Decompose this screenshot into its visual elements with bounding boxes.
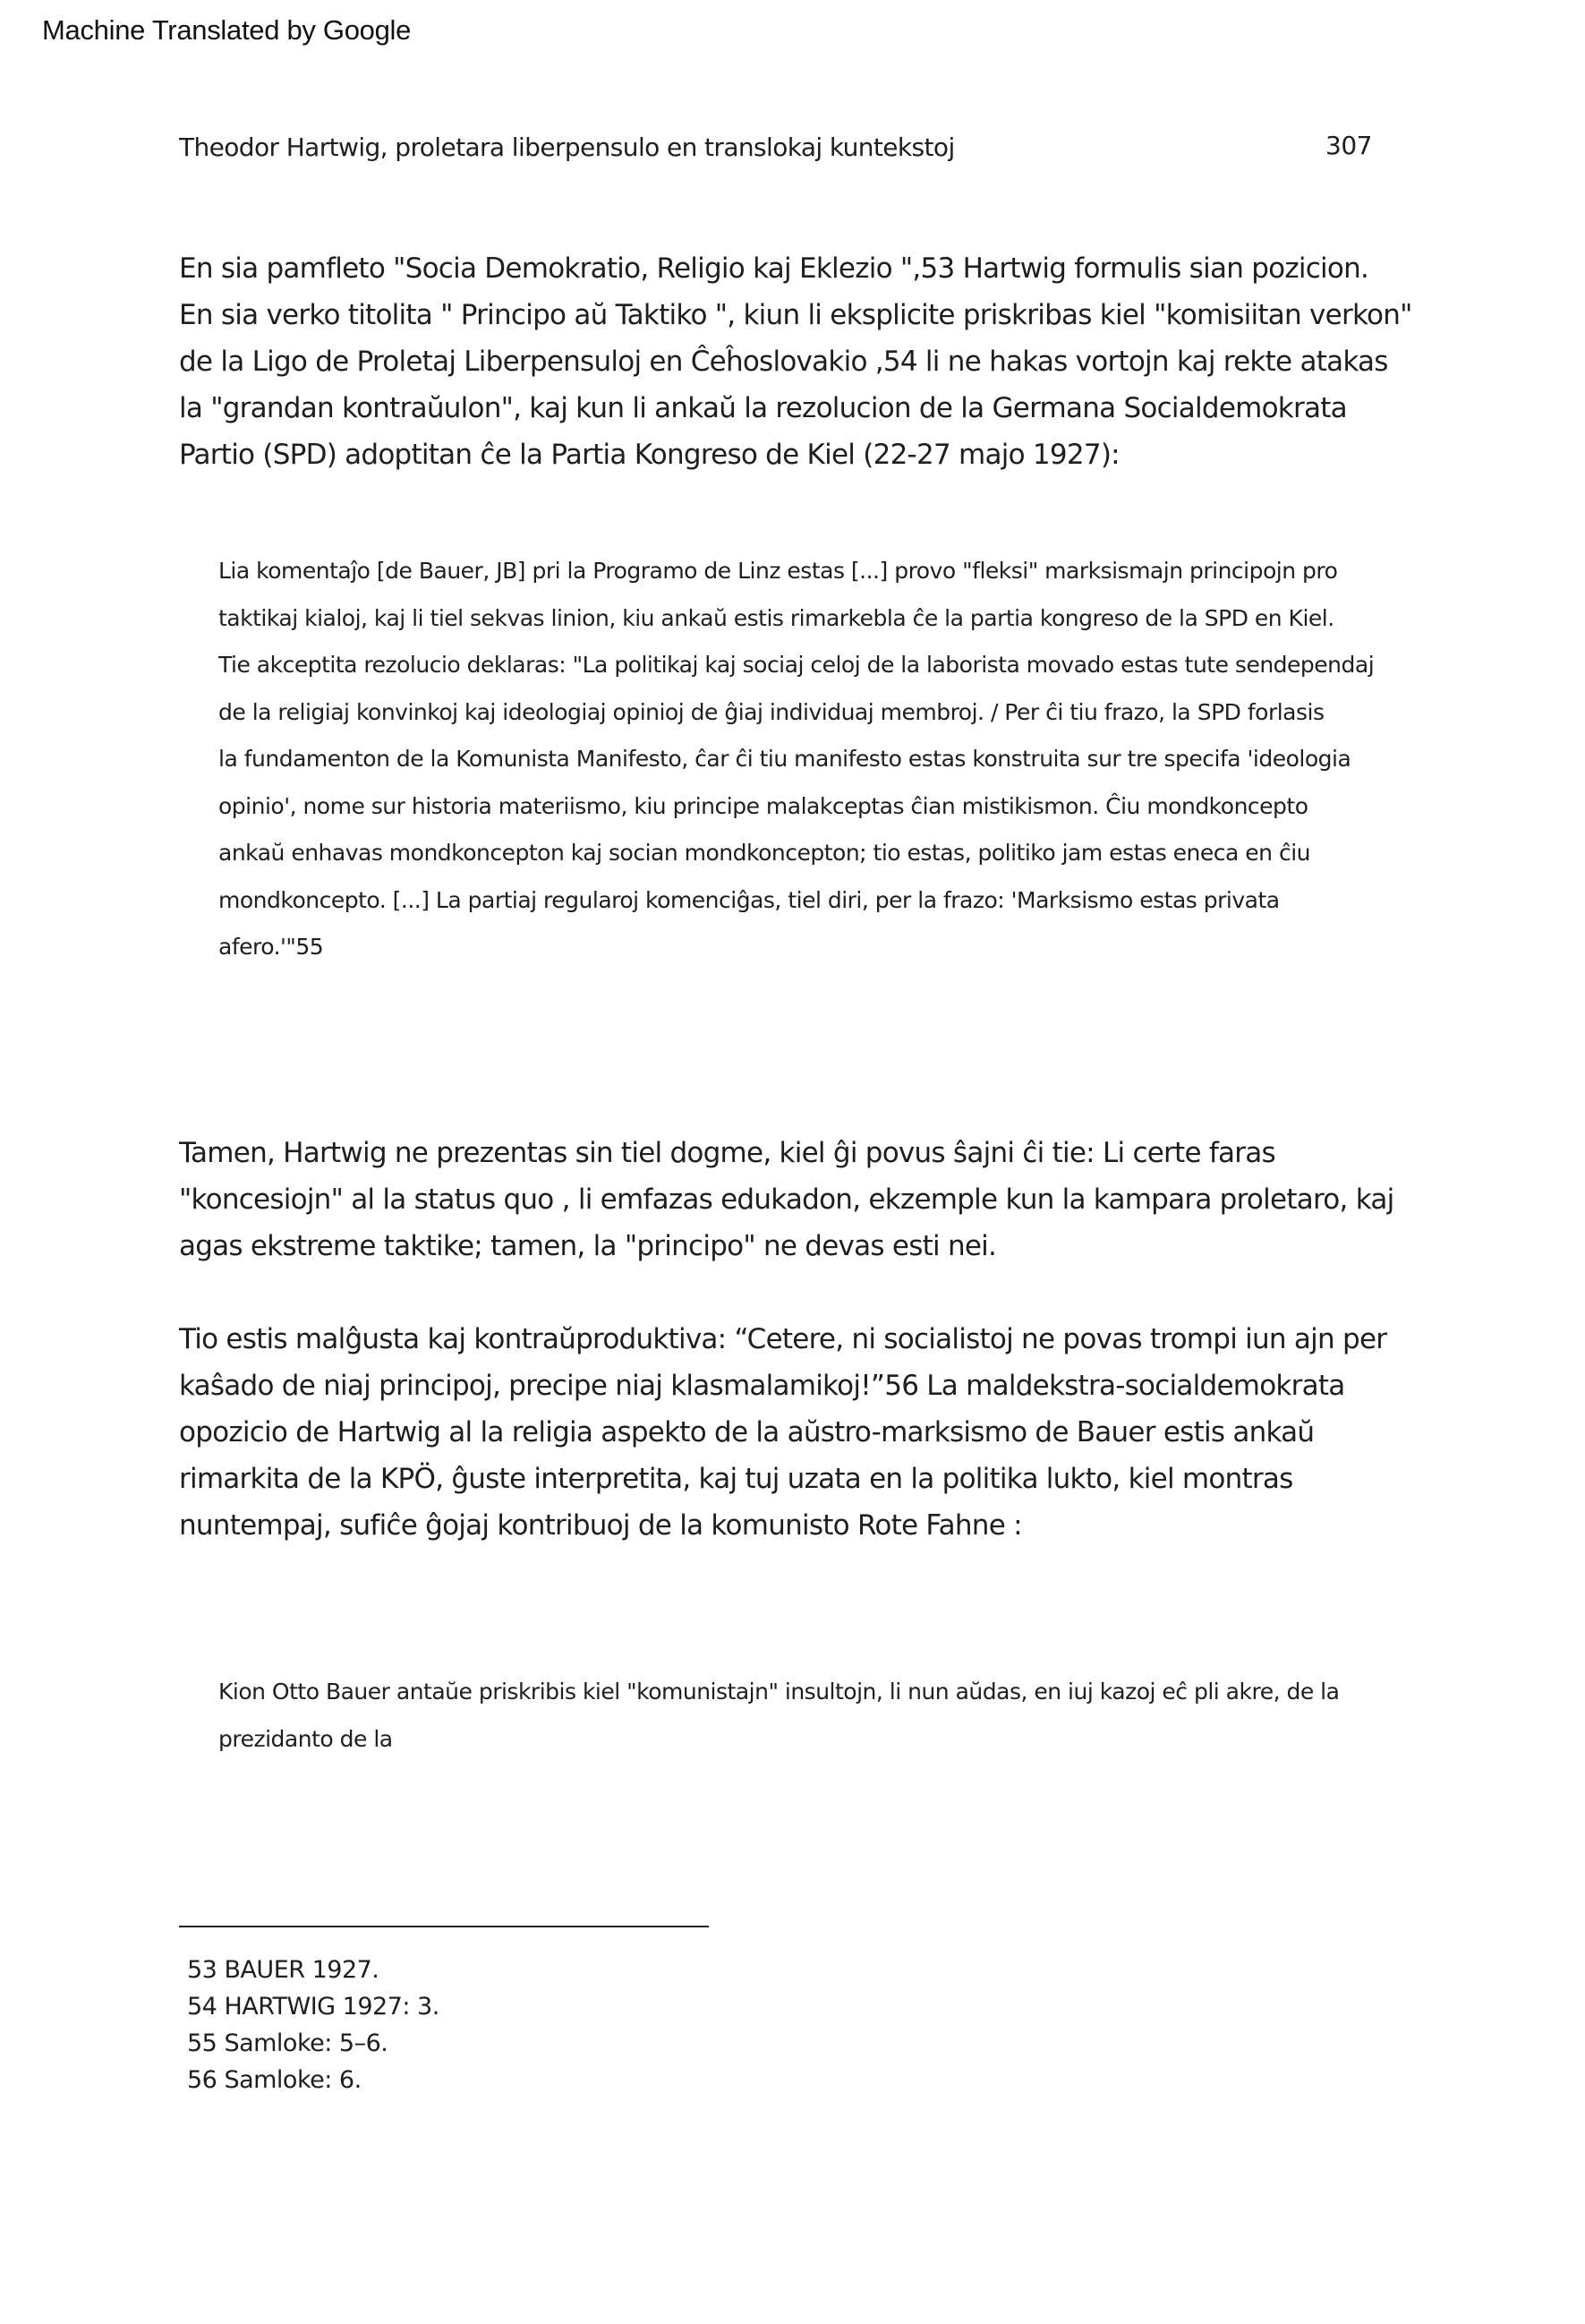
text-line: rimarkita de la KPÖ, ĝuste interpretita, kaj tuj uzata en la politika lukto, kiel montras bbox=[179, 1463, 1293, 1495]
text-line: Tamen, Hartwig ne prezentas sin tiel dogme, kiel ĝi povus ŝajni ĉi tie: Li certe faras bbox=[179, 1137, 1275, 1169]
quote-line: mondkoncepto. [...] La partiaj regularoj komenciĝas, tiel diri, per la frazo: 'Marksismo estas privata bbox=[218, 886, 1280, 913]
body-paragraph-3 bbox=[179, 1316, 1396, 1549]
footnote-54: 54 HARTWIG 1927: 3. bbox=[187, 1993, 439, 2021]
quote-line: prezidanto de la bbox=[218, 1725, 393, 1752]
body-paragraph-2 bbox=[179, 1130, 1396, 1269]
page-number: 307 bbox=[1325, 131, 1372, 160]
quote-line: ankaŭ enhavas mondkoncepton kaj socian mondkoncepton; tio estas, politiko jam estas eneca en ĉiu bbox=[218, 840, 1310, 866]
text-line: la "grandan kontraŭulon", kaj kun li ankaŭ la rezolucion de la Germana Socialdemokrata bbox=[179, 392, 1347, 424]
text-line: nuntempaj, sufiĉe ĝojaj kontribuoj de la komunisto Rote Fahne : bbox=[179, 1509, 1022, 1542]
footnotes bbox=[187, 1952, 439, 2098]
text-line: "koncesiojn" al la status quo , li emfazas edukadon, ekzemple kun la kampara proletaro, kaj bbox=[179, 1183, 1394, 1216]
quote-line: afero.'"55 bbox=[218, 934, 324, 960]
footnote-56: 56 Samloke: 6. bbox=[187, 2066, 362, 2094]
block-quote-2 bbox=[218, 1669, 1409, 1763]
text-line: En sia pamfleto "Socia Demokratio, Religio kaj Eklezio ",53 Hartwig formulis sian pozicion. bbox=[179, 252, 1369, 285]
block-quote-1 bbox=[218, 548, 1409, 971]
text-line: Partio (SPD) adoptitan ĉe la Partia Kongreso de Kiel (22-27 majo 1927): bbox=[179, 439, 1120, 471]
text-line: agas ekstreme taktike; tamen, la "principo" ne devas esti nei. bbox=[179, 1230, 997, 1262]
text-line: opozicio de Hartwig al la religia aspekto de la aŭstro-marksismo de Bauer estis ankaŭ bbox=[179, 1416, 1315, 1448]
quote-line: de la religiaj konvinkoj kaj ideologiaj opinioj de ĝiaj individuaj membroj. / Per ĉi tiu frazo, la SPD forlasis bbox=[218, 698, 1325, 725]
running-header-title: Theodor Hartwig, proletara liberpensulo en translokaj kuntekstoj bbox=[179, 132, 955, 162]
quote-line: la fundamenton de la Komunista Manifesto, ĉar ĉi tiu manifesto estas konstruita sur tre specifa 'ideologia bbox=[218, 746, 1351, 772]
footnote-55: 55 Samloke: 5–6. bbox=[187, 2029, 388, 2057]
text-line: Tio estis malĝusta kaj kontraŭproduktiva: “Cetere, ni socialistoj ne povas trompi iun ajn per bbox=[179, 1323, 1387, 1355]
footnote-separator bbox=[179, 1926, 709, 1927]
quote-line: Tie akceptita rezolucio deklaras: "La politikaj kaj sociaj celoj de la laborista movado estas tute sendependaj bbox=[218, 652, 1375, 678]
quote-line: Kion Otto Bauer antaŭe priskribis kiel "komunistajn" insultojn, li nun aŭdas, en iuj kazoj eĉ pli akre, de la bbox=[218, 1679, 1340, 1705]
text-line: kaŝado de niaj principoj, precipe niaj klasmalamikoj!”56 La maldekstra-socialdemokrata bbox=[179, 1370, 1345, 1402]
quote-line: taktikaj kialoj, kaj li tiel sekvas linion, kiu ankaŭ estis rimarkebla ĉe la partia kongreso de la SPD en Kiel. bbox=[218, 604, 1334, 631]
machine-translation-banner: Machine Translated by Google bbox=[42, 14, 412, 46]
body-paragraph-1 bbox=[179, 245, 1412, 478]
quote-line: Lia komentaĵo [de Bauer, JB] pri la Programo de Linz estas [...] provo "fleksi" marksismajn principojn pro bbox=[218, 558, 1338, 584]
quote-line: opinio', nome sur historia materiismo, kiu principe malakceptas ĉian mistikismon. Ĉiu mondkoncepto bbox=[218, 792, 1308, 819]
footnote-53: 53 BAUER 1927. bbox=[187, 1956, 379, 1984]
text-line: En sia verko titolita " Principo aŭ Taktiko ", kiun li eksplicite priskribas kiel "komisiitan verkon" bbox=[179, 299, 1412, 331]
text-line: de la Ligo de Proletaj Liberpensuloj en Ĉeĥoslovakio ,54 li ne hakas vortojn kaj rekte atakas bbox=[179, 346, 1388, 378]
